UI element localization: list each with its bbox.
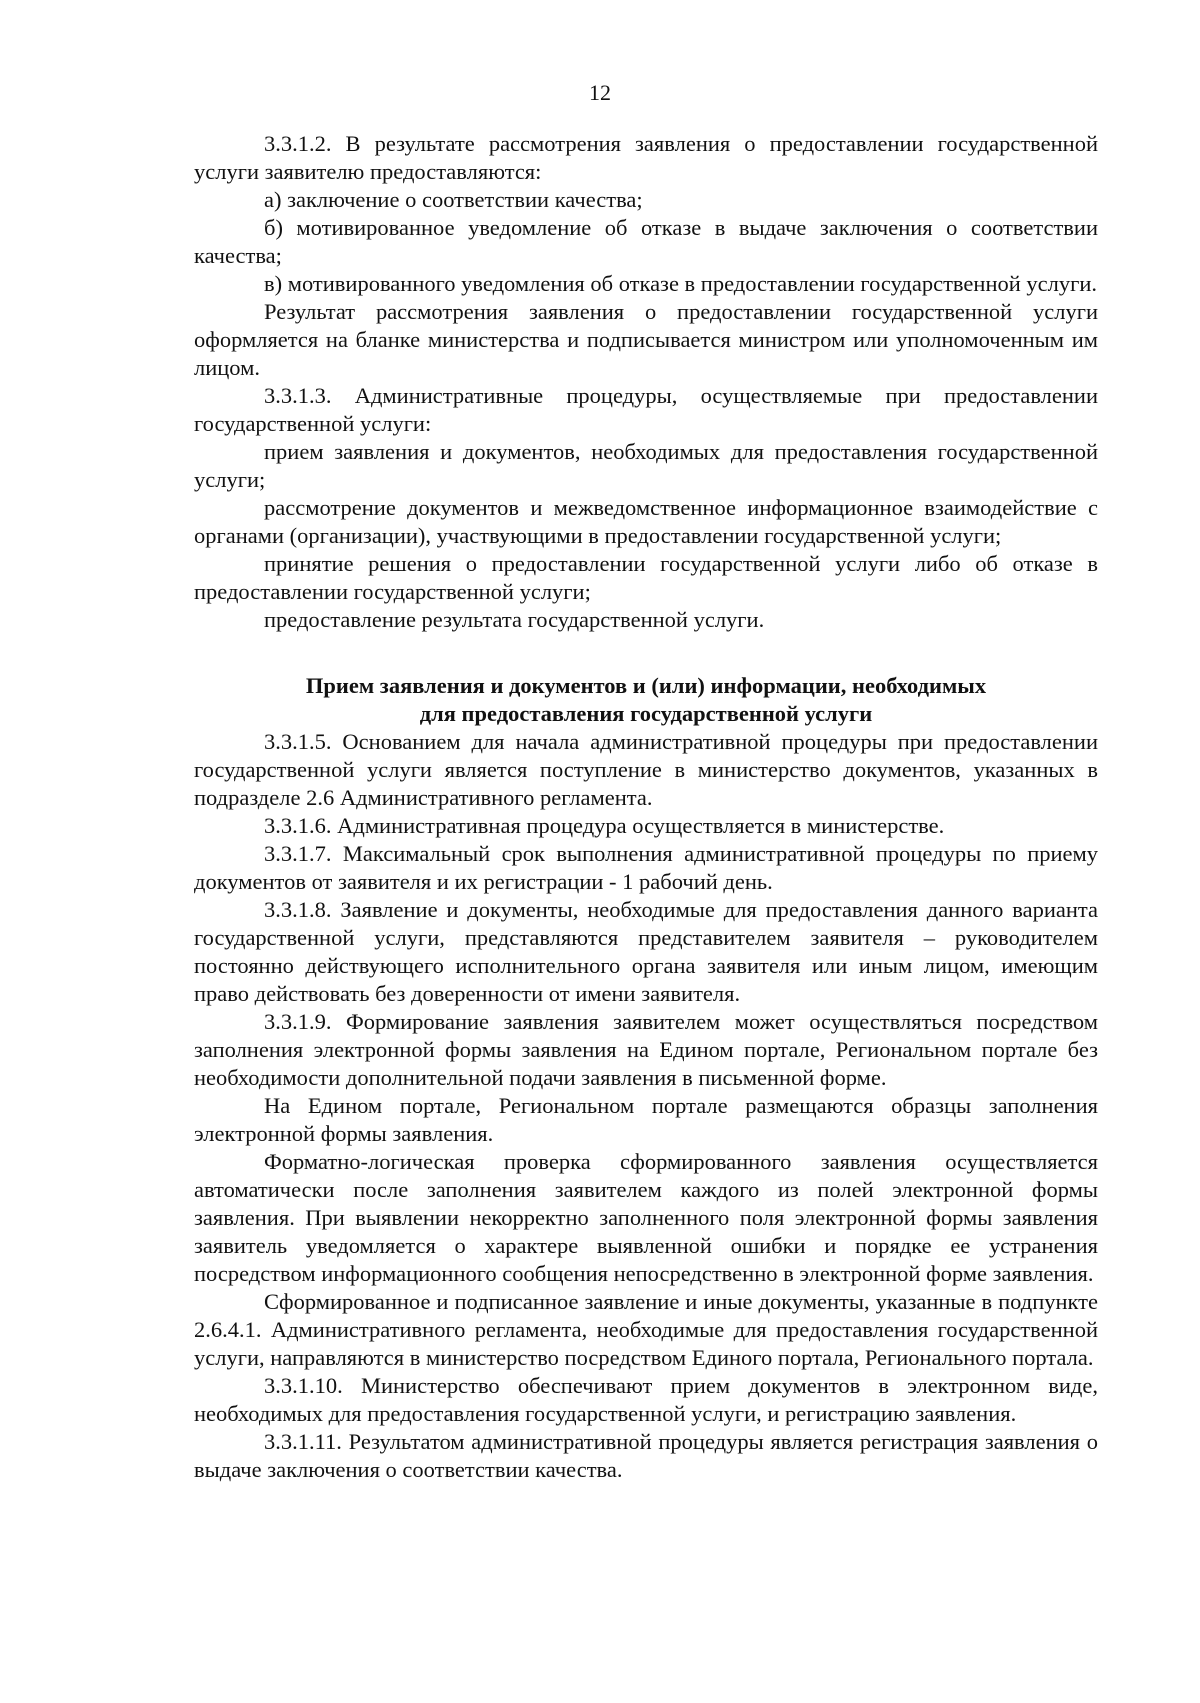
- paragraph-3-3-1-6: 3.3.1.6. Административная процедура осуществляется в министерстве.: [264, 813, 945, 838]
- procedure-item-2: рассмотрение документов и межведомственное информационное взаимодействие с органами (организации), участвующими в предоставлении государственной услуги;: [194, 495, 1098, 548]
- paragraph-3-3-1-2: 3.3.1.2. В результате рассмотрения заявления о предоставлении государственной услуги заявителю предоставляются:: [194, 131, 1098, 184]
- paragraph-signed-application: Сформированное и подписанное заявление и иные документы, указанные в подпункте 2.6.4.1. Административного регламента, необходимые для предоставления государственной услуги, направляются в министерство посредством Единого портала, Регионального портала.: [194, 1289, 1098, 1370]
- section-heading-line-1: Прием заявления и документов и (или) информации, необходимых: [305, 673, 987, 698]
- page-number: 12: [589, 80, 611, 105]
- list-item-b: б) мотивированное уведомление об отказе в выдаче заключения о соответствии качества;: [194, 215, 1098, 268]
- paragraph-3-3-1-8: 3.3.1.8. Заявление и документы, необходимые для предоставления данного варианта государственной услуги, представляются представителем заявителя – руководителем постоянно действующего исполнительного органа заявителя или иным лицом, имеющим право действовать без доверенности от имени заявителя.: [194, 897, 1098, 1006]
- paragraph-3-3-1-11: 3.3.1.11. Результатом административной процедуры является регистрация заявления о выдаче заключения о соответствии качества.: [194, 1429, 1098, 1482]
- paragraph-3-3-1-5: 3.3.1.5. Основанием для начала административной процедуры при предоставлении государственной услуги является поступление в министерство документов, указанных в подразделе 2.6 Административного регламента.: [194, 729, 1098, 810]
- paragraph-format-check: Форматно-логическая проверка сформированного заявления осуществляется автоматически после заполнения заявителем каждого из полей электронной формы заявления. При выявлении некорректно заполненного поля электронной формы заявления заявитель уведомляется о характере выявленной ошибки и порядке ее устранения посредством информационного сообщения непосредственно в электронной форме заявления.: [194, 1149, 1098, 1286]
- paragraph-3-3-1-7: 3.3.1.7. Максимальный срок выполнения административной процедуры по приему документов от заявителя и их регистрации - 1 рабочий день.: [194, 841, 1098, 894]
- section-heading: [194, 672, 1098, 728]
- procedure-item-1: прием заявления и документов, необходимых для предоставления государственной услуги;: [194, 439, 1098, 492]
- list-item-v: в) мотивированного уведомления об отказе в предоставлении государственной услуги.: [264, 271, 1098, 296]
- document-body: [194, 130, 1098, 1484]
- paragraph-portal-samples: На Едином портале, Региональном портале размещаются образцы заполнения электронной формы заявления.: [194, 1093, 1098, 1146]
- paragraph-3-3-1-10: 3.3.1.10. Министерство обеспечивают прием документов в электронном виде, необходимых для предоставления государственной услуги, и регистрацию заявления.: [194, 1373, 1098, 1426]
- procedure-item-3: принятие решения о предоставлении государственной услуги либо об отказе в предоставлении государственной услуги;: [194, 551, 1098, 604]
- procedure-item-4: предоставление результата государственной услуги.: [264, 607, 765, 632]
- list-item-a: а) заключение о соответствии качества;: [264, 187, 643, 212]
- paragraph-result: Результат рассмотрения заявления о предоставлении государственной услуги оформляется на бланке министерства и подписывается министром или уполномоченным им лицом.: [194, 299, 1098, 380]
- paragraph-3-3-1-3: 3.3.1.3. Административные процедуры, осуществляемые при предоставлении государственной услуги:: [194, 383, 1098, 436]
- paragraph-3-3-1-9: 3.3.1.9. Формирование заявления заявителем может осуществляться посредством заполнения электронной формы заявления на Едином портале, Региональном портале без необходимости дополнительной подачи заявления в письменной форме.: [194, 1009, 1098, 1090]
- section-heading-line-2: для предоставления государственной услуги: [419, 701, 873, 726]
